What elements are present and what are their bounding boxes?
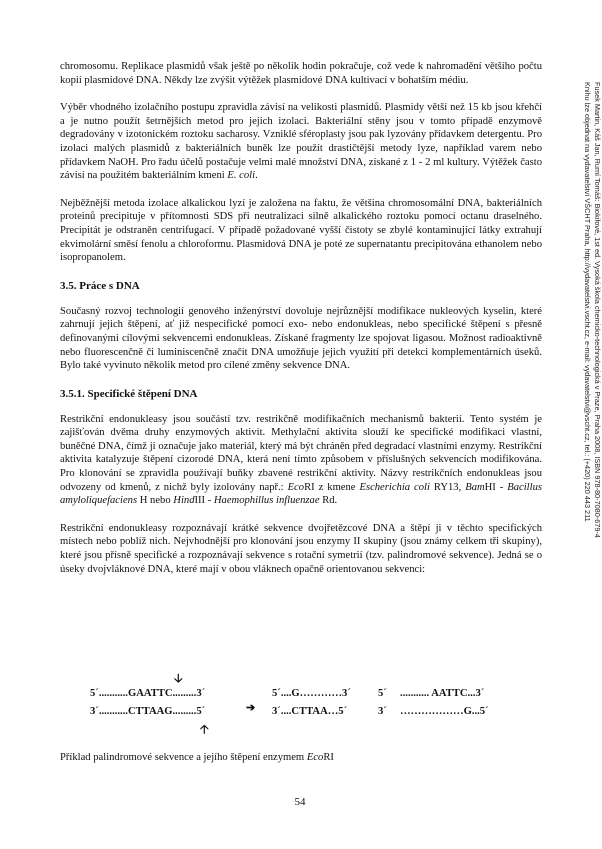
caption-italic: Eco	[306, 752, 324, 763]
sequence-bottom-right-3: 3´	[378, 706, 387, 717]
ecori-rest: RI z kmene	[304, 481, 360, 493]
paragraph-restriction-endonucleases	[60, 413, 542, 508]
rd-text: Rd.	[319, 495, 338, 507]
ecori-italic: Eco	[287, 481, 305, 493]
cut-arrow-down-icon: 🡣	[174, 671, 183, 685]
sequence-top-right-5: 5´	[378, 688, 387, 699]
sidebar-citation: Fusek Martin, Káš Jan, Rumí Tomáš: Biokifové, 1st ed. Vysoká škola chemicko-technologická v Praze, Praha 2008, ISBN 978-80-7080-679-4	[593, 82, 602, 538]
ecoli-italic: E. coli	[227, 170, 256, 182]
paragraph-plasmid-replication: chromosomu. Replikace plasmidů však ještě po několik hodin pokračuje, což vede k nahromadění většího počtu kopií plasmidové DNA. Někdy lze zvýšit výtěžek plasmidové DNA kultivací v bohatším médiu.	[60, 61, 542, 86]
sequence-top-left: 5´...........GAATTC.........3´	[90, 688, 206, 699]
h-text: H nebo	[137, 495, 174, 507]
escherichia-coli-italic: Escherichia coli	[359, 481, 430, 493]
hind-rest: III -	[194, 495, 214, 507]
caption-text: Příklad palindromové sekvence a jejího štěpení enzymem	[60, 752, 307, 763]
paragraph-restriction-text: Restrikční endonukleasy jsou součástí tzv. restrikčně modifikačních mechanismů bakterií. Tento systém je zajišťován dvěma druhy enzymových aktivit. Methylační aktivita slouží ke specifické modifikaci vlastní, buněčné DNA, čímž ji označuje jako materiál, který má být chráněn před degradací vlastními enzymy. Restrikční aktivita katalyzuje štěpení cizorodé DNA, která není tímto způsobem v příslušných sekvencích modifikována. Pro klonování se zpravidla používají buňky zbavené restrikční aktivity. Názvy restrikčních endonukleas jsou odvozeny od kmenů, z nichž byly izolovány např.:	[60, 413, 542, 493]
cut-arrow-up-icon: 🡡	[200, 722, 209, 736]
sequence-top-right: ........... AATTC...3´	[400, 688, 485, 699]
sequence-bottom-right: ………………G...5´	[400, 706, 489, 717]
paragraph-isolation-method: Výběr vhodného izolačního postupu zpravidla závisí na velikosti plasmidů. Plasmidy větší než 15 kb jsou křehčí a je nutno použít šetrnějších metod pro jejich izolaci. Bakteriální stěny jsou v tomto případě enzymově degradovány v izotonickém roztoku sacharosy. Vzniklé sféroplasty jsou pak lyzovány přídavkem detergentu. Pro izolaci malých plasmidů z bakteriálních buněk lze použít drastičtější metody lyze, například varem nebo přídavkem NaOH. Pro řadu účelů postačuje velmi malé množství DNA, získané z 1 - 2 ml kultury. Výtěžek často závisí na použitém bakteriálním kmeni E. coli.	[60, 102, 542, 182]
sequence-top-mid: 5´....G…………3´	[272, 688, 351, 699]
bacillus-italic: Bacillus amyloliquefaciens	[60, 481, 542, 507]
page-body	[60, 60, 542, 576]
caption-rest: RI	[323, 752, 334, 763]
paragraph-dna-work: Současný rozvoj technologií genového inženýrství dovoluje nejrůznější modifikace nukleových kyselin, které zahrnují jejich štěpení, ať již nespecifické pomocí exo- nebo endonukleas, nebo specifické štěpení s přesně definovanými cílovými sekvencemi endonukleas. Získané fragmenty lze spojovat ligasou. Možnost radioaktivně nebo fluorescenčně či luminiscenčně značit DNA umožňuje jejich využití při detekci komplementárních úseků. Bylo také vyvinuto několik metod pro cílené změny sekvence DNA.	[60, 305, 542, 372]
bam-italic: Bam	[465, 481, 485, 493]
ry13-text: RY13,	[429, 481, 466, 493]
heading-3-5: 3.5. Práce s DNA	[60, 279, 140, 292]
paragraph-isolation-text: Výběr vhodného izolačního postupu zpravidla závisí na velikosti plasmidů. Plasmidy větší než 15 kb jsou křehčí a je nutno použít šetrnějších metod pro jejich izolaci. Bakteriální stěny jsou v tomto případě enzymově degradovány v izotonickém roztoku sacharosy. Vzniklé sféroplasty jsou pak lyzovány přídavkem detergentu. Pro izolaci malých plasmidů z bakteriálních buněk lze použít drastičtější metody lyze, například varem nebo přídavkem NaOH. Pro řadu účelů postačuje velmi malé množství DNA, získané z 1 - 2 ml kultury. Výtěžek často závisí na použitém bakteriálním kmeni	[60, 102, 542, 182]
heading-3-5-1: 3.5.1. Specifické štěpení DNA	[60, 387, 198, 400]
sidebar-order-info: Knihu lze objednat na vydavatelství VŠCHT Praha, http://vydavatelstvi.vscht.cz, e-mail: vydavatelstvi@vscht.cz, tel.: (+420) 220 443 211	[583, 82, 592, 522]
copyright-sidebar	[578, 82, 602, 642]
paragraph-alkaline-lysis: Nejběžnější metoda izolace alkalickou lyzí je založena na faktu, že většina chromosomální DNA, bakteriálních proteinů precipituje v přítomnosti SDS při neutralizaci silně alkalického roztoku pomocí octanu draselného. Precipitát je odstraněn centrifugací. V případě požadované vyšší čistoty se zbylé kontaminující látky extrahují ekvimolární směsí fenolu a chloroformu. Plasmidová DNA je poté ze supernatantu precipitována ethanolem nebo isopropanolem.	[60, 197, 542, 264]
page-number: 54	[294, 796, 306, 808]
bam-rest: HI -	[484, 481, 508, 493]
haemophillus-italic: Haemophillus influenzae	[213, 495, 320, 507]
hind-italic: Hind	[173, 495, 195, 507]
figure-caption	[60, 752, 334, 763]
sequence-bottom-left: 3´...........CTTAAG.........5´	[90, 706, 206, 717]
paragraph-palindromic: Restrikční endonukleasy rozpoznávají krátké sekvence dvojřetězcové DNA a štěpí ji v těchto specifických místech nebo poblíž nich. Nejvhodnější pro klonování jsou enzymy II skupiny (jsou známy celkem tři skupiny), které jsou přísně specifické a rozpoznávají sekvence s rotační symetrií (tzv. palindromové sekvence). Jedná se o úseky dvojvláknové DNA, které mají v obou vláknech opačně orientovanou sekvenci:	[60, 522, 542, 575]
sequence-bottom-mid: 3´....CTTAA…5´	[272, 706, 348, 717]
arrow-right-icon: ➔	[246, 702, 256, 714]
